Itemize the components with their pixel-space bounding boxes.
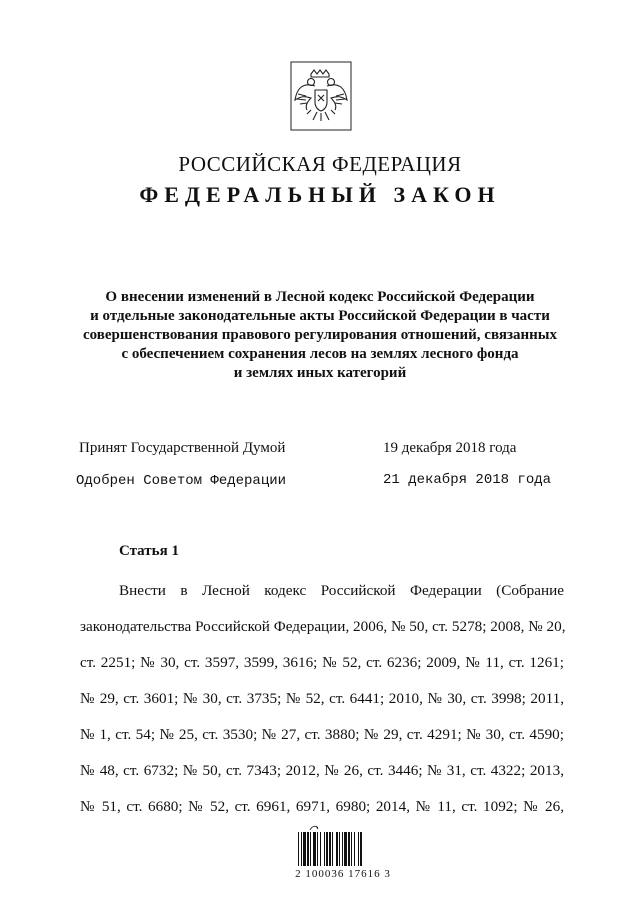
article-line: № 51, ст. 6680; № 52, ст. 6961, 6971, 6980; 2014, № 11, ст. 1092; № 26, <box>80 798 564 815</box>
barcode-bar <box>332 832 333 866</box>
article-body <box>80 573 564 825</box>
council-approval-label: Одобрен Советом Федерации <box>76 473 287 489</box>
barcode-bar <box>320 832 321 866</box>
article-heading: Статья 1 <box>119 543 179 559</box>
barcode-bar <box>344 832 347 866</box>
document-type-title: ФЕДЕРАЛЬНЫЙ ЗАКОН <box>139 182 501 207</box>
country-name: РОССИЙСКАЯ ФЕДЕРАЦИЯ <box>178 152 462 176</box>
subject-line: О внесении изменений в Лесной кодекс Российской Федерации <box>105 289 535 305</box>
barcode-bar <box>329 832 331 866</box>
duma-adoption-date: 19 декабря 2018 года <box>383 440 517 456</box>
barcode-bar <box>298 832 299 866</box>
subject-line: и отдельные законодательные акты Российской Федерации в части <box>90 308 550 324</box>
article-line: № 29, ст. 3601; № 30, ст. 3735; № 52, ст. 6441; 2010, № 30, ст. 3998; 2011, <box>80 690 564 707</box>
barcode-bar <box>317 832 318 866</box>
barcode-bar <box>351 832 352 866</box>
barcode-bar <box>358 832 359 866</box>
barcode-bar <box>324 832 325 866</box>
barcode-mark <box>310 826 318 830</box>
subject-line: и землях иных категорий <box>233 365 407 381</box>
article-line: ст. 2251; № 30, ст. 3597, 3599, 3616; № 52, ст. 6236; 2009, № 11, ст. 1261; <box>80 654 564 671</box>
article-line: № 1, ст. 54; № 25, ст. 3530; № 27, ст. 3880; № 29, ст. 4291; № 30, ст. 4590; <box>80 726 564 743</box>
barcode-image <box>296 822 384 870</box>
council-approval-date: 21 декабря 2018 года <box>383 472 552 488</box>
barcode-bar <box>339 832 340 866</box>
barcode-number: 2 100036 17616 3 <box>295 868 391 880</box>
barcode-bar <box>348 832 350 866</box>
subject-line: совершенствования правового регулирования отношений, связанных <box>82 327 558 343</box>
barcode-bar <box>307 832 309 866</box>
subject-line: с обеспечением сохранения лесов на землях лесного фонда <box>121 346 519 362</box>
barcode-bar <box>354 832 355 866</box>
barcode-bar <box>301 832 302 866</box>
barcode-bar <box>310 832 311 866</box>
coat-of-arms-emblem <box>289 60 353 132</box>
barcode-bar <box>342 832 343 866</box>
barcode-bar <box>360 832 362 866</box>
barcode-bar <box>336 832 338 866</box>
barcode-bar <box>326 832 328 866</box>
duma-adoption-label: Принят Государственной Думой <box>79 440 286 456</box>
article-line: Внести в Лесной кодекс Российской Федерации (Собрание <box>119 582 564 599</box>
article-line: законодательства Российской Федерации, 2006, № 50, ст. 5278; 2008, № 20, <box>80 618 566 635</box>
law-subject-title <box>60 288 580 383</box>
article-line: № 48, ст. 6732; № 50, ст. 7343; 2012, № 26, ст. 3446; № 31, ст. 4322; 2013, <box>80 762 564 779</box>
barcode-bar <box>313 832 316 866</box>
barcode-bar <box>303 832 306 866</box>
